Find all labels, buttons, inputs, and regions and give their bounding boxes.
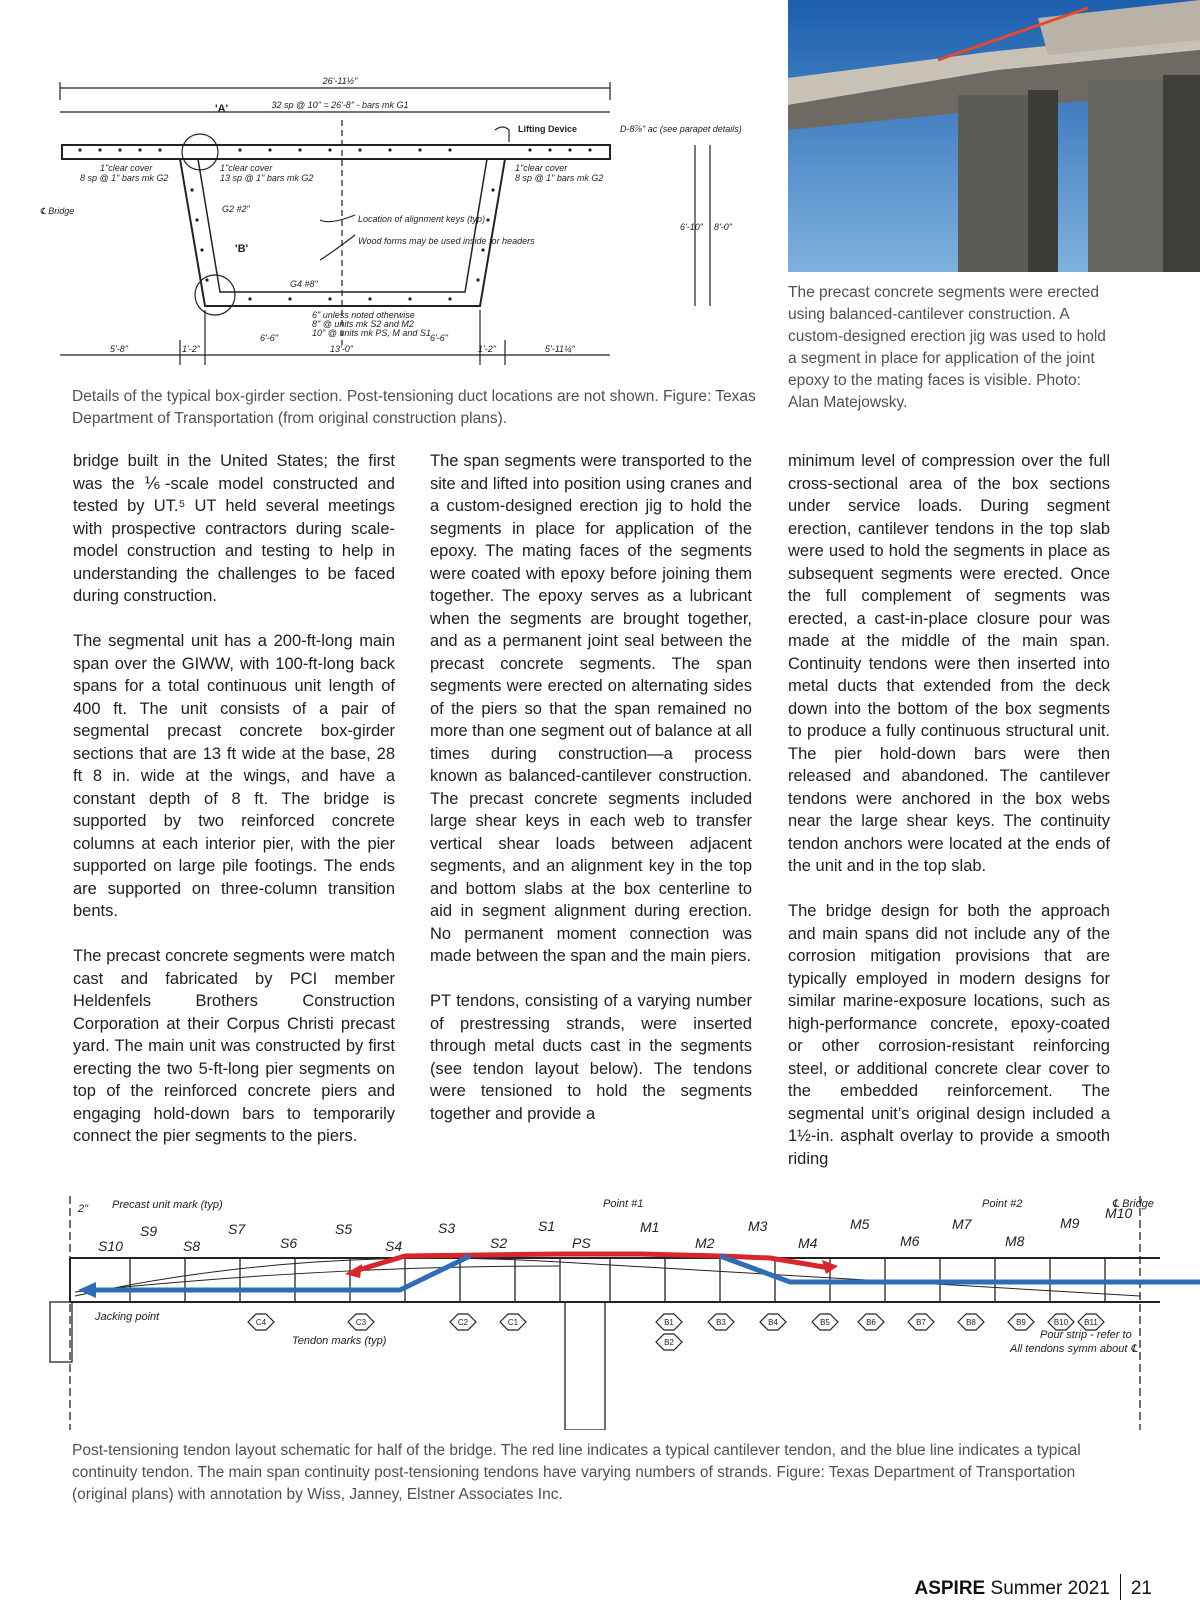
label-dim-web-right: 1'-2" <box>478 344 496 354</box>
footer-divider <box>1120 1574 1121 1600</box>
label-bars-right: 8 sp @ 1" bars mk G2 <box>515 173 604 183</box>
top-figure-caption: Details of the typical box-girder section. Post-tensioning duct locations are not shown. Figure: Texas Department of Transportation (from original construction plans). <box>72 388 756 427</box>
segment-m5: M5 <box>850 1216 870 1232</box>
col3-paragraph-2: The bridge design for both the approach and main spans did not include any of the corrosion mitigation provisions that are typically employed in modern designs for similar marine-exposure locations, such as high-performance concrete, epoxy-coated or other corrosion-resistant reinforcing steel, or additional concrete clear cover to the embedded reinforcement. The segmental unit’s original design included a 1½-in. asphalt overlay to provide a smooth riding <box>788 902 1110 1168</box>
article-column-2 <box>430 450 752 1148</box>
issue-label: Summer 2021 <box>990 1578 1110 1599</box>
label-dim-right: 5'-11¼" <box>545 344 575 354</box>
col1-paragraph-1: bridge built in the United States; the first was the ⅙-scale model constructed and tested by UT.⁵ UT held several meetings with prospective contractors during scale-model construction and testing to help in understanding the challenges to be faced during construction. <box>73 452 395 605</box>
label-bars-left: 8 sp @ 1" bars mk G2 <box>80 173 169 183</box>
label-pour-strip: Pour strip - refer to <box>1040 1329 1132 1341</box>
end-bent <box>50 1302 72 1362</box>
label-section-a: 'A' <box>215 103 229 115</box>
col2-paragraph-2: PT tendons, consisting of a varying number of prestressing strands, were inserted through metal ducts cast in the segments (see tendon layout below). The tendons were tensioned to hold the segments together and provide a <box>430 992 752 1123</box>
tendon-mark-b6: B6 <box>866 1318 876 1327</box>
label-point-2: Point #2 <box>982 1198 1023 1211</box>
tendon-mark-c2: C2 <box>457 1318 469 1327</box>
segment-m7: M7 <box>952 1216 972 1232</box>
tendon-mark-b3: B3 <box>716 1318 726 1327</box>
label-parapet: D-8⅞" ac (see parapet details) <box>620 124 742 134</box>
tendon-mark-c1: C1 <box>507 1318 519 1327</box>
label-dim-6-6-right: 6'-6" <box>430 333 448 343</box>
tendon-mark-b9: B9 <box>1016 1318 1026 1327</box>
segment-s10: S10 <box>98 1238 123 1254</box>
article-column-1 <box>73 450 395 1170</box>
label-dim-bottom: 13'-0" <box>330 344 353 354</box>
tendon-layout-drawing <box>0 1196 1200 1430</box>
label-point-1: Point #1 <box>603 1198 644 1211</box>
segment-s8: S8 <box>183 1238 201 1254</box>
tendon-mark-b4: B4 <box>768 1318 778 1327</box>
segment-m2: M2 <box>695 1235 715 1251</box>
label-lifting-device: Lifting Device <box>518 124 578 134</box>
tendon-mark-c3: C3 <box>355 1318 367 1327</box>
detail-circle-a <box>182 134 218 170</box>
tendon-mark-b5: B5 <box>820 1318 830 1327</box>
label-clear-cover-top: 1"clear cover <box>220 163 273 173</box>
segment-m9: M9 <box>1060 1215 1080 1231</box>
label-g4: G4 #8" <box>290 279 318 289</box>
label-precast-mark: Precast unit mark (typ) <box>112 1199 223 1211</box>
segment-s6: S6 <box>280 1235 298 1251</box>
bottom-figure-caption: Post-tensioning tendon layout schematic for half of the bridge. The red line indicates a typical cantilever tendon, and the blue line indicates a typical continuity tendon. The main span continuity post-tensioning tendons have varying numbers of strands. Figure: Texas Department of Transportation (original plans) with annotation by Wiss, Janney, Elstner Associates Inc. <box>72 1442 1081 1503</box>
label-dim-6-6-left: 6'-6" <box>260 333 278 343</box>
tendon-mark-b2: B2 <box>664 1338 674 1347</box>
box-girder-section-figure <box>40 70 780 380</box>
photo-illustration <box>788 0 1200 272</box>
label-bars-mid: 13 sp @ 1" bars mk G2 <box>220 173 314 183</box>
segment-s9: S9 <box>140 1223 158 1239</box>
label-dim-left: 5'-8" <box>110 344 128 354</box>
label-bars: 32 sp @ 10" = 26'-8" - bars mk G1 <box>271 100 409 110</box>
label-note-1: 6" unless noted otherwise <box>312 310 415 320</box>
segment-s1: S1 <box>538 1218 556 1234</box>
label-g2: G2 #2" <box>222 204 250 214</box>
segment-s3: S3 <box>438 1220 456 1236</box>
label-section-b: 'B' <box>235 243 249 255</box>
segment-s5: S5 <box>335 1221 353 1237</box>
label-overall-width: 26'-11½" <box>322 76 358 86</box>
detail-circle-b <box>195 275 235 315</box>
tendon-layout-figure <box>0 1196 1200 1430</box>
magazine-name: ASPIRE <box>914 1578 986 1599</box>
segment-m3: M3 <box>748 1218 768 1234</box>
segment-m8: M8 <box>1005 1233 1025 1249</box>
label-dim-web: 1'-2" <box>182 344 200 354</box>
col3-paragraph-1: minimum level of compression over the full cross-sectional area of the box sections under service loads. During segment erection, cantilever tendons in the top slab were used to hold the segments in place as subsequent segments were erected. Once the full complement of segments was erected, a cast-in-place closure pour was made at the middle of the main span. Continuity tendons were then inserted into metal ducts that extended from the deck down into the bottom of the box segments to produce a fully continuous structural unit. The pier hold-down bars were then released and abandoned. The cantilever tendons were anchored in the box webs near the large shear keys. The continuity tendon anchors were located at the ends of the unit and in the top slab. <box>788 452 1110 875</box>
box-girder-drawing <box>40 70 780 380</box>
col1-paragraph-3: The precast concrete segments were match cast and fabricated by PCI member Heldenfels Brothers Construction Corporation at their Corpus Christi precast yard. The main unit was constructed by first erecting the two 5-ft-long pier segments on top of the reinforced concrete piers and engaging hold-down bars to temporarily connect the pier segments to the piers. <box>73 947 395 1145</box>
label-clear-cover-left: 1"clear cover <box>100 163 153 173</box>
segment-ps: PS <box>572 1235 591 1251</box>
tendon-mark-b10: B10 <box>1053 1318 1069 1327</box>
segment-m1: M1 <box>640 1219 660 1235</box>
main-pier <box>565 1302 605 1430</box>
segment-m6: M6 <box>900 1233 920 1249</box>
label-bridge-cl: ℄ Bridge <box>40 206 75 216</box>
col1-paragraph-2: The segmental unit has a 200-ft-long main span over the GIWW, with 100-ft-long back spans for a total continuous unit length of 400 ft. The unit consists of a pair of segmental precast concrete box-girder sections that are 13 ft wide at the base, 28 ft 8 in. wide at the wings, and have a constant depth of 8 ft. The bridge is supported by two reinforced concrete columns at each interior pier, with the pier supported on large pile footings. The ends are supported on three-column transition bents. <box>73 632 395 920</box>
label-wood-forms: Wood forms may be used inside for headers <box>358 236 535 246</box>
label-depth-1: 6'-10" <box>680 222 703 232</box>
page-footer <box>914 1574 1152 1600</box>
col2-paragraph-1: The span segments were transported to the site and lifted into position using cranes and a custom-designed erection jig to hold the segments in place for application of the epoxy. The mating faces of the segments were coated with epoxy before joining them together. The epoxy serves as a lubricant when the segments are brought together, and as a permanent joint seal between the precast concrete segments. The span segments were erected on alternating sides of the piers so that the span remained no more than one segment out of balance at all times during construction—a process known as balanced-cantilever construction. The precast concrete segments included large shear keys in each web to transfer vertical shear loads between adjacent segments, and an alignment key in the top and bottom slabs at the box centerline to aid in segment alignment during erection. No permanent moment connection was made between the span and the main piers. <box>430 452 752 965</box>
segment-s2: S2 <box>490 1235 508 1251</box>
photo-caption: The precast concrete segments were erected using balanced-cantilever construction. A custom-designed erection jig was used to hold a segment in place for application of the joint epoxy to the mating faces is visible. Photo: Alan Matejowsky. <box>788 284 1106 411</box>
label-note-2: 8" @ units mk S2 and M2 <box>312 319 414 329</box>
segment-s7: S7 <box>228 1221 246 1237</box>
tendon-mark-b7: B7 <box>916 1318 926 1327</box>
label-note-3: 10" @ units mk PS, M and S1 <box>312 328 431 338</box>
label-symmetric: All tendons symm about ℄ <box>1010 1343 1138 1355</box>
segment-s4: S4 <box>385 1238 403 1254</box>
deck-slab <box>62 145 610 159</box>
tendon-mark-b8: B8 <box>966 1318 976 1327</box>
label-bridge-cl-bottom: ℄ Bridge <box>1112 1198 1154 1211</box>
segment-m10: M10 <box>1105 1205 1133 1221</box>
label-clear-cover-right: 1"clear cover <box>515 163 568 173</box>
tendon-mark-b11: B11 <box>1084 1318 1098 1327</box>
tendon-mark-b1: B1 <box>664 1318 674 1327</box>
tendon-mark-c4: C4 <box>255 1318 267 1327</box>
label-depth-2: 8'-0" <box>714 222 732 232</box>
article-column-3 <box>788 450 1110 1193</box>
segment-m4: M4 <box>798 1235 818 1251</box>
label-tendon-marks: Tendon marks (typ) <box>292 1335 387 1347</box>
label-jacking-point: Jacking point <box>95 1311 160 1323</box>
label-alignment-keys: Location of alignment keys (typ) <box>358 214 486 224</box>
page-number: 21 <box>1130 1578 1152 1599</box>
continuity-anchor-left <box>78 1282 96 1298</box>
label-dim-2in: 2" <box>78 1203 89 1215</box>
erection-photo <box>788 0 1200 272</box>
